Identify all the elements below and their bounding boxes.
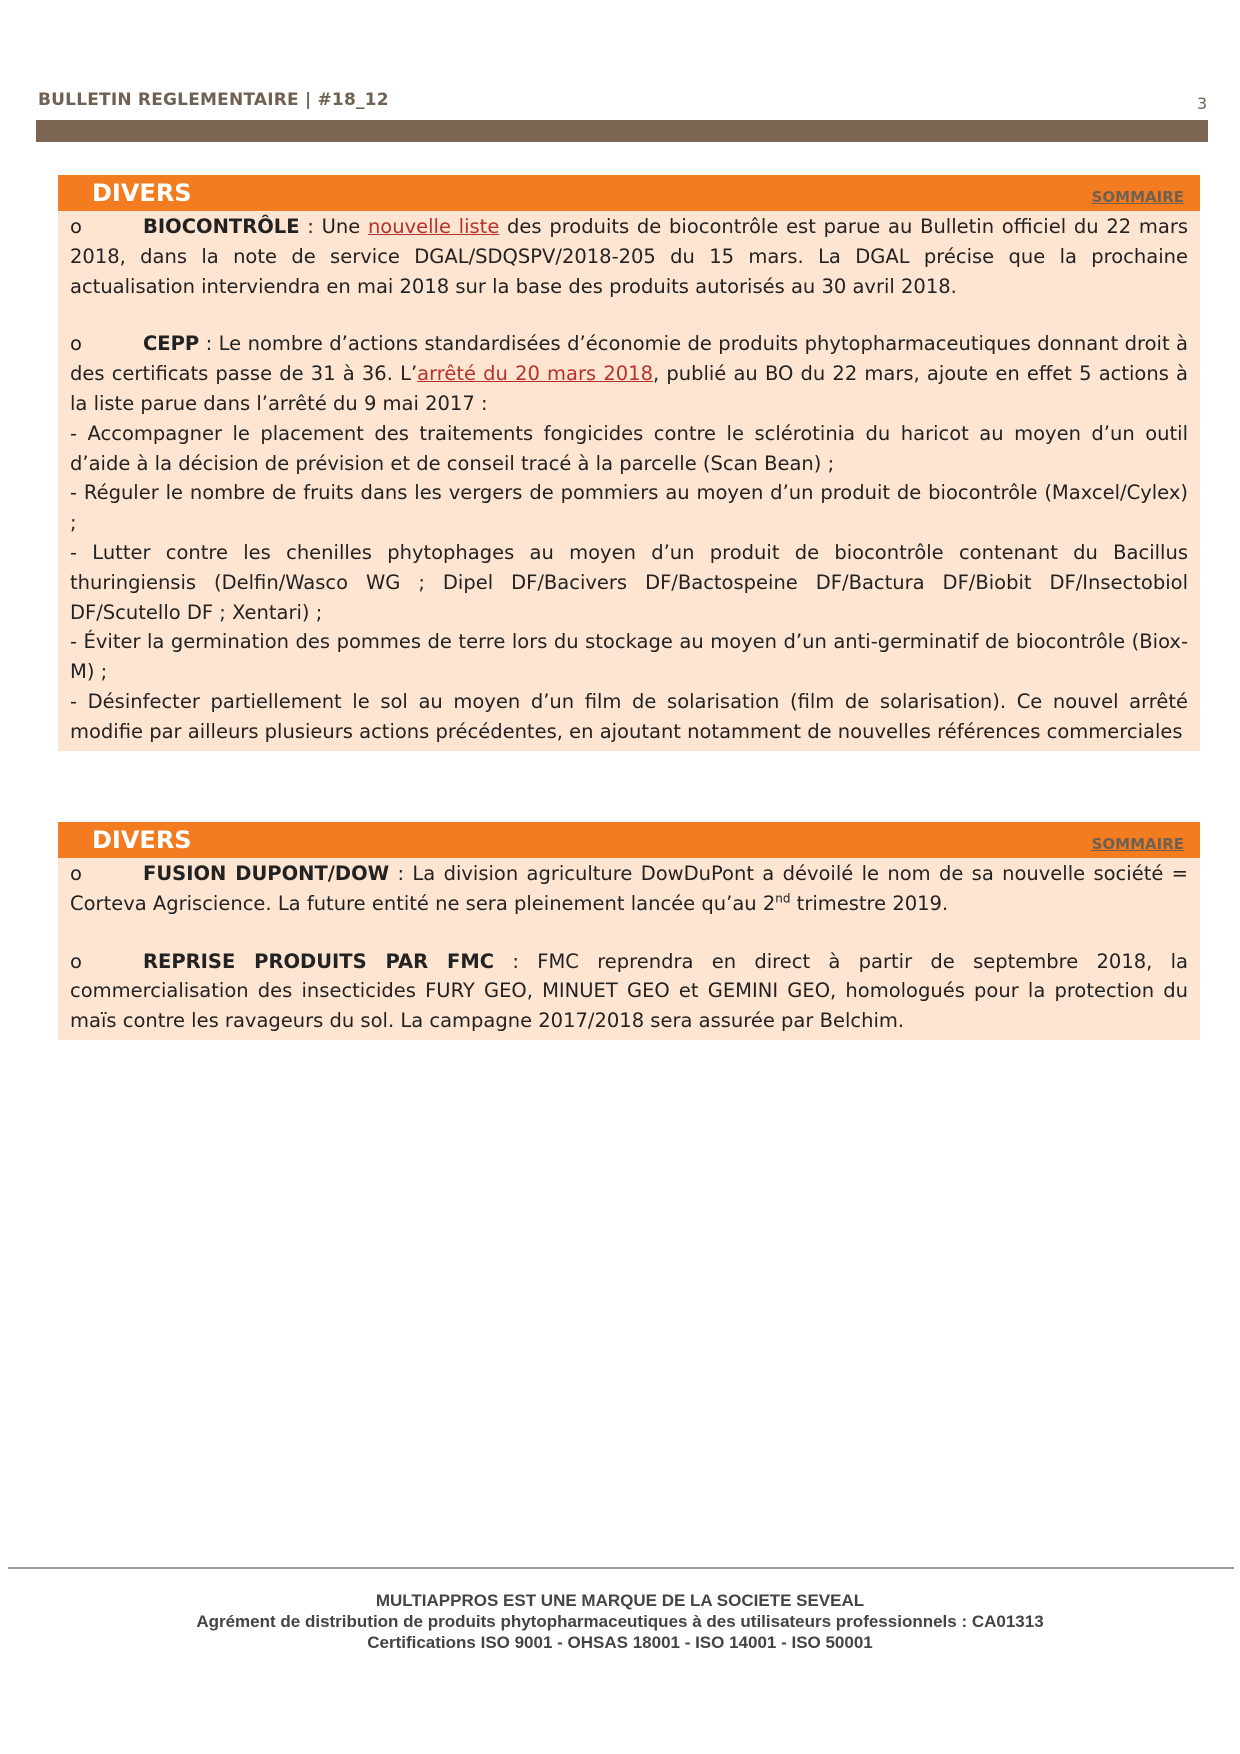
- section-header: [58, 822, 1200, 858]
- section-body: [58, 858, 1200, 1040]
- section-divers-1: [58, 175, 1200, 751]
- arrete-link[interactable]: arrêté du 20 mars 2018: [417, 362, 653, 386]
- section-title: DIVERS: [92, 826, 192, 854]
- news-item-fmc: [70, 947, 1188, 1036]
- cepp-action: - Désinfecter partiellement le sol au moyen d’un film de solarisation (film de solarisation). Ce nouvel arrêté modifie par ailleurs plusieurs actions précédentes, en ajoutant notamment de nouvelles références commerciales: [70, 689, 1188, 743]
- bullet-icon: o: [70, 215, 82, 238]
- item-label: CEPP: [143, 332, 200, 356]
- nouvelle-liste-link[interactable]: nouvelle liste: [367, 215, 500, 238]
- bullet-icon: o: [70, 949, 82, 973]
- superscript: nd: [775, 891, 791, 906]
- news-item-biocontrole: [70, 212, 1188, 301]
- sommaire-link[interactable]: SOMMAIRE: [1091, 188, 1184, 206]
- sommaire-link[interactable]: SOMMAIRE: [1091, 835, 1184, 853]
- item-label: REPRISE PRODUITS PAR FMC: [143, 949, 495, 973]
- section-body: [58, 211, 1200, 751]
- cepp-action: - Éviter la germination des pommes de terre lors du stockage au moyen d’un anti-germinatif de biocontrôle (Biox-M) ;: [70, 630, 1188, 684]
- footer-agrement: Agrément de distribution de produits phytopharmaceutiques à des utilisateurs professionnels : CA01313: [196, 1612, 1044, 1631]
- cepp-action: - Accompagner le placement des traitements fongicides contre le sclérotinia du haricot au moyen d’un outil d’aide à la décision de prévision et de conseil tracé à la parcelle (Scan Bean) ;: [70, 421, 1188, 475]
- section-header: [58, 175, 1200, 211]
- footer-certifications: Certifications ISO 9001 - OHSAS 18001 - ISO 14001 - ISO 50001: [367, 1633, 873, 1652]
- item-text: : Le nombre d’actions standardisées d’économie de produits phytopharmaceutiques donnant droit à des certificats passe de 31 à 36. L’: [70, 332, 1188, 386]
- header-title: BULLETIN REGLEMENTAIRE | #18_12: [38, 90, 389, 110]
- header-bar: [36, 120, 1208, 142]
- footer-divider: [8, 1567, 1234, 1569]
- page-number: 3: [1197, 94, 1208, 113]
- section-divers-2: [58, 822, 1200, 1040]
- news-item-cepp: [70, 329, 1188, 418]
- cepp-action: - Réguler le nombre de fruits dans les vergers de pommiers au moyen d’un produit de biocontrôle (Maxcel/Cylex) ;: [70, 481, 1188, 535]
- bullet-icon: o: [70, 862, 82, 885]
- cepp-action: - Lutter contre les chenilles phytophages au moyen d’un produit de biocontrôle contenant du Bacillus thuringiensis (Delfin/Wasco WG ; Dipel DF/Bacivers DF/Bactospeine DF/Bactura DF/Biobit DF/Insectobiol DF/Scutello DF ; Xentari) ;: [70, 540, 1188, 624]
- news-item-fusion: [70, 859, 1188, 919]
- item-text: des produits de biocontrôle est parue au Bulletin officiel du 22 mars 2018, dans la note de service DGAL/SDQSPV/2018-205 du 15 mars. La DGAL précise que la prochaine actualisation interviendra en mai 2018 sur la base des produits autorisés au 30 avril 2018.: [70, 215, 1188, 298]
- item-text: : Une: [299, 215, 368, 238]
- bullet-icon: o: [70, 332, 82, 356]
- item-text: : La division agriculture DowDuPont a dévoilé le nom de sa nouvelle société = Corteva Agriscience. La future entité ne sera pleinement lancée qu’au 2: [70, 862, 1189, 915]
- section-title: DIVERS: [92, 179, 192, 207]
- item-label: FUSION DUPONT/DOW: [143, 862, 390, 885]
- footer-company: MULTIAPPROS EST UNE MARQUE DE LA SOCIETE SEVEAL: [375, 1591, 865, 1610]
- item-label: BIOCONTRÔLE: [143, 215, 300, 238]
- item-text: , publié au BO du 22 mars, ajoute en effet 5 actions à la liste parue dans l’arrêté du 9 mai 2017 :: [70, 362, 1188, 415]
- item-text: : FMC reprendra en direct à partir de septembre 2018, la commercialisation des insecticides FURY GEO, MINUET GEO et GEMINI GEO, homologués pour la protection du maïs contre les ravageurs du sol. La campagne 2017/2018 sera assurée par Belchim.: [70, 949, 1188, 1033]
- item-text: trimestre 2019.: [790, 891, 949, 915]
